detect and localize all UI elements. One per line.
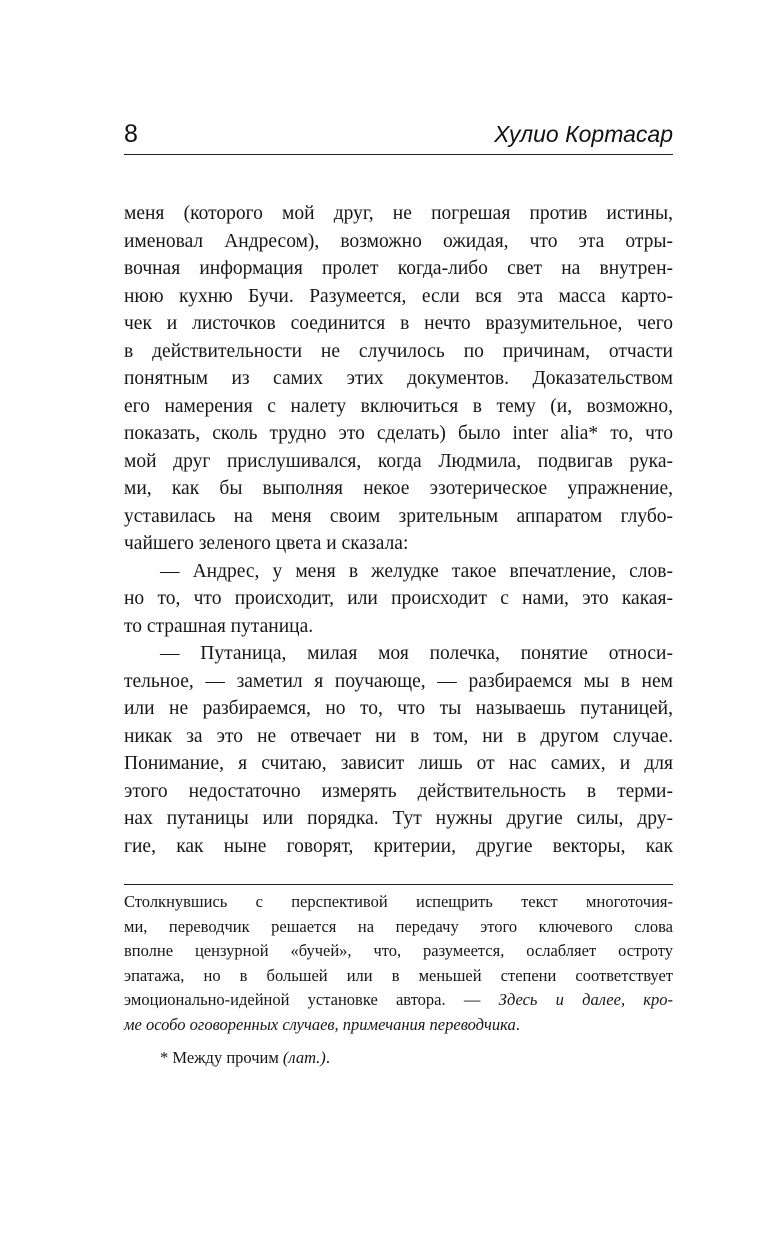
text-line: гие, как ныне говорят, критерии, другие векторы, как — [124, 835, 673, 857]
footnote-line: вполне цензурной «бучей», что, разумеется, ослабляет остроту — [124, 941, 673, 961]
footnotes — [124, 890, 673, 1070]
text-line: нах путаницы или порядка. Тут нужны другие силы, дру- — [124, 808, 673, 829]
footnote-divider — [124, 884, 673, 885]
footnote-text: . — [325, 1047, 330, 1067]
text-line: меня (которого мой друг, не погрешая против истины, — [124, 203, 673, 224]
footnote-language: (лат.) — [282, 1047, 326, 1067]
running-title: Хулио Кортасар — [494, 121, 673, 147]
text-line: мой друг прислушивался, когда Людмила, подвигав рука- — [124, 450, 673, 472]
text-line: показать, сколь трудно это сделать) было inter alia* то, что — [124, 423, 673, 444]
text-line: нюю кухню Бучи. Разумеется, если вся эта масса карто- — [124, 285, 673, 307]
footnote-attribution: Здесь и далее, кро- — [498, 990, 674, 1010]
text-line: но то, что происходит, или происходит с нами, это какая- — [124, 588, 673, 609]
footnote-line: ми, переводчик решается на передачу этого ключевого слова — [124, 916, 673, 936]
text-line: этого недостаточно измерять действительность в терми- — [124, 780, 673, 802]
text-line: чайшего зеленого цвета и сказала: — [124, 533, 409, 554]
text-line: — Андрес, у меня в желудке такое впечатление, слов- — [160, 560, 673, 582]
text-line: то страшная путаница. — [124, 615, 314, 637]
text-line: чек и листочков соединится в нечто вразумительное, чего — [124, 313, 673, 334]
footnote-attribution: ме особо оговоренных случаев, примечания переводчика — [124, 1014, 516, 1034]
text-line: в действительности не случилось по причинам, отчасти — [124, 340, 673, 362]
text-line: ми, как бы выполняя некое эзотерическое упражнение, — [124, 478, 673, 499]
footnote-text: * Между прочим — [160, 1047, 283, 1067]
text-line: Понимание, я считаю, зависит лишь от нас самих, и для — [124, 753, 673, 774]
footnote-text: эмоционально-идейной установке автора. — — [124, 990, 499, 1010]
text-line: уставилась на меня своим зрительным аппаратом глубо- — [124, 505, 673, 527]
paragraph-2 — [124, 558, 673, 641]
footnote-line: эпатажа, но в большей или в меньшей степени соответствует — [124, 965, 673, 985]
text-line: именовал Андресом), возможно ожидая, что эта отры- — [124, 230, 673, 252]
text-line: никак за это не отвечает ни в том, ни в другом случае. — [124, 725, 673, 747]
text-line: — Путаница, милая моя полечка, понятие относи- — [160, 643, 673, 664]
footnote-line — [124, 1046, 673, 1071]
page-number: 8 — [124, 120, 138, 148]
footnote-line — [124, 1013, 673, 1038]
text-line: или не разбираемся, но то, что ты называешь путаницей, — [124, 698, 673, 719]
footnote-line: Столкнувшись с перспективой испещрить текст многоточия- — [124, 892, 673, 911]
text-line: вочная информация пролет когда-либо свет на внутрен- — [124, 258, 673, 279]
main-text — [124, 200, 673, 860]
footnote-gap — [124, 1038, 673, 1046]
footnote-2 — [124, 1046, 673, 1071]
paragraph-3 — [124, 640, 673, 860]
paragraph-1 — [124, 200, 673, 558]
footnote-text: . — [515, 1014, 520, 1034]
text-line: его намерения с налету включиться в тему (и, возможно, — [124, 395, 673, 417]
footnote-1 — [124, 890, 673, 1038]
text-line: тельное, — заметил я поучающе, — разбираемся мы в нем — [124, 670, 673, 692]
text-line: понятным из самих этих документов. Доказательством — [124, 368, 673, 389]
footnote-line — [124, 988, 673, 1013]
page-header — [124, 118, 673, 155]
